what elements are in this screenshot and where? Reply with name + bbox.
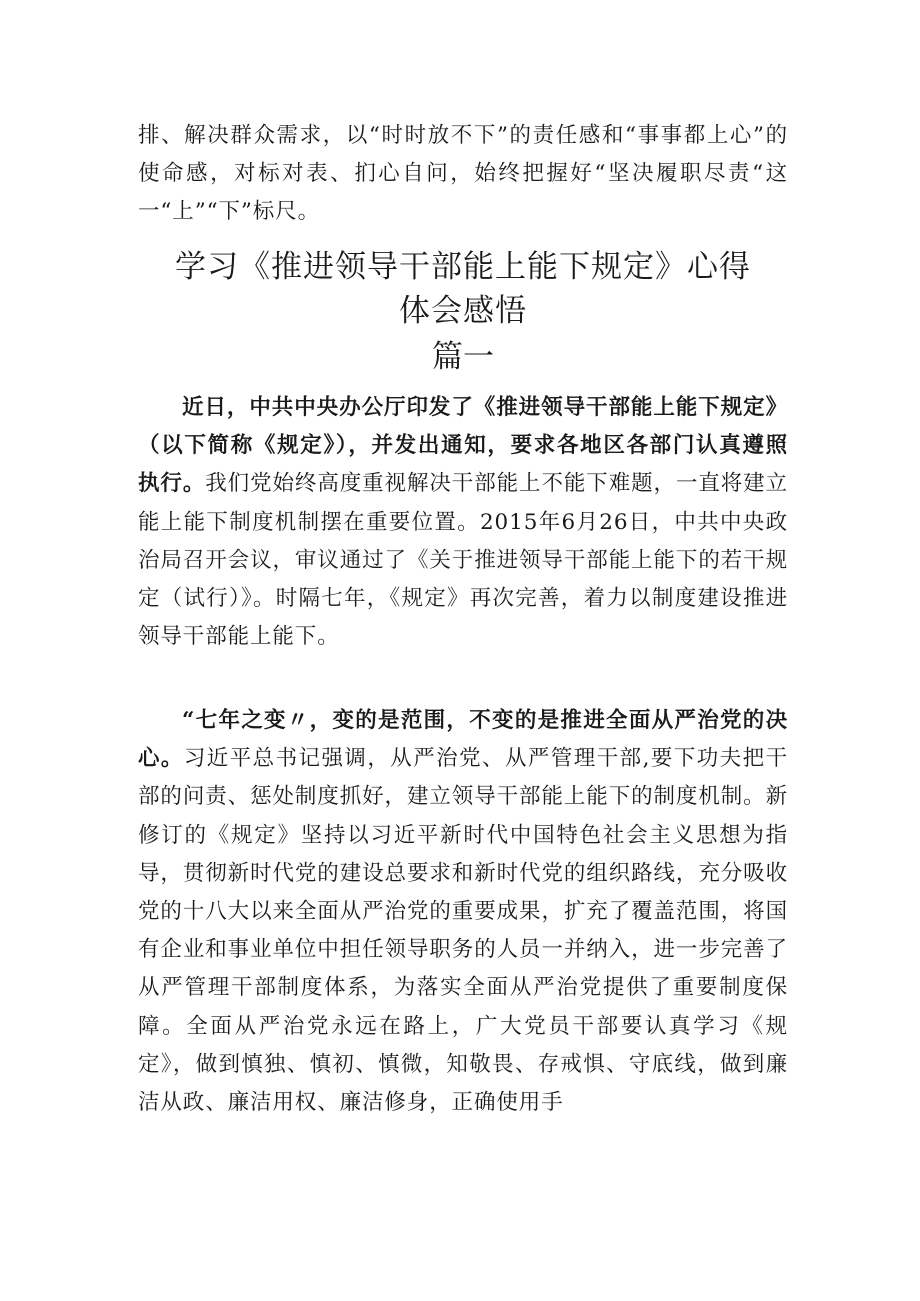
title-line-1: 学习《推进领导干部能上能下规定》心得 <box>175 249 751 285</box>
paragraph-2 <box>138 389 788 656</box>
paragraph-3-body: 习近平总书记强调，从严治党、从严管理干部,要下功夫把干部的问责、惩处制度抓好，建立领导干部能上能下的制度机制。新修订的《规定》坚持以习近平新时代中国特色社会主义思想为指导，贯彻新时代党的建设总要求和新时代党的组织路线，充分吸收党的十八大以来全面从严治党的重要成果，扩充了覆盖范围，将国有企业和事业单位中担任领导职务的人员一并纳入，进一步完善了从严管理干部制度体系，为落实全面从严治党提供了重要制度保障。全面从严治党永远在路上，广大党员干部要认真学习《规定》，做到慎独、慎初、慎微，知敬畏、存戒惧、守底线，做到廉洁从政、廉洁用权、廉洁修身，正确使用手 <box>138 746 788 1116</box>
paragraph-3-lead: “七年之变〃，变的是范围，不变的是推进全面从严治党的决心。 <box>138 708 788 772</box>
document-title <box>138 245 788 333</box>
chapter-heading: 篇一 <box>432 339 494 375</box>
intro-paragraph <box>138 117 788 232</box>
paragraph-3 <box>138 702 788 1122</box>
paragraph-2-lead: 近日，中共中央办公厅印发了《推进领导干部能上能下规定》（以下简称《规定》），并发出通知，要求各地区各部门认真遵照执行。 <box>138 395 788 497</box>
intro-paragraph-text: 排、解决群众需求，以“时时放不下”的责任感和“事事都上心”的使命感，对标对表、扪心自问，始终把握好“坚决履职尽责“这一“上”“下”标尺。 <box>138 123 788 225</box>
paragraph-2-body: 我们党始终高度重视解决干部能上不能下难题，一直将建立能上能下制度机制摆在重要位置。2015年6月26日，中共中央政治局召开会议，审议通过了《关于推进领导干部能上能下的若干规定（试行）》。时隔七年，《规定》再次完善，着力以制度建设推进领导干部能上能下。 <box>138 471 789 650</box>
title-line-2: 体会感悟 <box>399 293 527 329</box>
